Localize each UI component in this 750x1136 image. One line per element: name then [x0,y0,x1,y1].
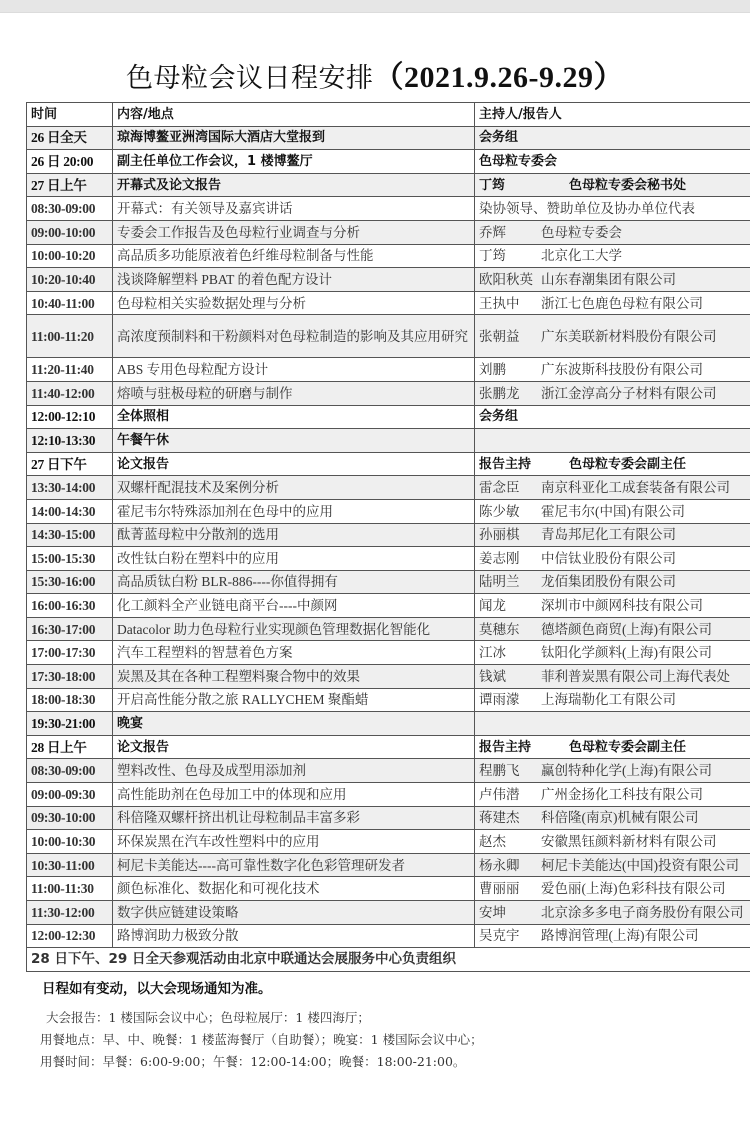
row-speaker [475,220,750,244]
speaker-org: 南京科亚化工成套装备有限公司 [541,480,730,496]
row-content: 高品质钛白粉 BLR-886----你值得拥有 [113,570,475,594]
row-content: 开幕式：有关领导及嘉宾讲话 [113,197,475,221]
row-time: 16:00-16:30 [27,594,113,618]
row-speaker [475,126,750,150]
row-content: 酞菁蓝母粒中分散剂的选用 [113,523,475,547]
row-speaker [475,853,750,877]
row-content: 色母粒相关实验数据处理与分析 [113,291,475,315]
notes-section [40,977,740,1073]
row-time: 08:30-09:00 [27,197,113,221]
speaker-name: 报告主持 [479,456,532,472]
header-time: 时间 [27,103,113,127]
speaker-org: 深圳市中颜网科技有限公司 [541,598,703,614]
row-content: 颜色标准化、数据化和可视化技术 [113,877,475,901]
schedule-change-note: 日程如有变动，以大会现场通知为准。 [42,981,272,997]
table-row [27,547,750,571]
speaker-name: 安坤 [479,904,506,920]
row-time: 11:40-12:00 [27,381,113,405]
schedule-table [26,102,750,972]
speaker-org: 中信钛业股份有限公司 [541,550,676,566]
title-dates: （2021.9.26-9.29） [373,61,624,94]
row-time: 11:00-11:30 [27,877,113,901]
row-content: 琼海博鳌亚洲湾国际大酒店大堂报到 [113,126,475,150]
row-speaker [475,291,750,315]
speaker-name: 江冰 [479,645,506,661]
table-row [27,570,750,594]
dining-time-note: 用餐时间：早餐：6:00-9:00；午餐：12:00-14:00；晚餐：18:00-21:00。 [40,1054,466,1069]
table-row [27,735,750,759]
row-speaker [475,877,750,901]
speaker-name: 莫穗东 [479,621,520,637]
speaker-org: 山东春潮集团有限公司 [541,271,676,287]
speaker-name: 卢伟潜 [479,786,520,802]
speaker-org: 北京化工大学 [541,248,622,264]
speaker-name: 刘鹏 [479,362,506,378]
row-speaker [475,617,750,641]
table-row [27,126,750,150]
speaker-org: 广东美联新材料股份有限公司 [541,328,717,344]
table-row [27,806,750,830]
venue-note: 大会报告：1 楼国际会议中心；色母粒展厅：1 楼四海厅； [46,1010,370,1025]
speaker-name: 丁筠 [479,177,506,193]
speaker-name: 陆明兰 [479,574,520,590]
table-row [27,901,750,925]
speaker-org: 浙江金淳高分子材料有限公司 [541,385,717,401]
table-row [27,523,750,547]
row-content: 高浓度预制料和干粉颜料对色母粒制造的影响及其应用研究 [113,315,475,358]
row-speaker [475,830,750,854]
table-row [27,594,750,618]
speaker-org: 科倍隆(南京)机械有限公司 [541,810,699,826]
row-time: 12:10-13:30 [27,429,113,453]
row-speaker [475,570,750,594]
speaker-name: 赵杰 [479,834,506,850]
table-row [27,617,750,641]
speaker-org: 浙江七色鹿色母粒有限公司 [541,295,703,311]
speaker-org: 菲利普炭黑有限公司上海代表处 [541,668,730,684]
table-row [27,150,750,174]
table-row [27,220,750,244]
row-time: 10:30-11:00 [27,853,113,877]
row-content: 双螺杆配混技术及案例分析 [113,476,475,500]
row-content: 副主任单位工作会议，1 楼博鳌厅 [113,150,475,174]
table-row [27,173,750,197]
speaker-name: 陈少敏 [479,503,520,519]
row-content: 科倍隆双螺杆挤出机让母粒制品丰富多彩 [113,806,475,830]
speaker-name: 乔辉 [479,224,506,240]
row-speaker [475,759,750,783]
visit-activity-note: 28 日下午、29 日全天参观活动由北京中联通达会展服务中心负责组织 [27,948,750,972]
table-row [27,476,750,500]
row-content: 柯尼卡美能达----高可靠性数字化色彩管理研发者 [113,853,475,877]
speaker-name: 雷念臣 [479,480,520,496]
row-speaker [475,547,750,571]
row-speaker [475,358,750,382]
speaker-org: 钛阳化学颜料(上海)有限公司 [541,645,712,661]
row-content: 塑料改性、色母及成型用添加剂 [113,759,475,783]
row-speaker [475,783,750,807]
row-content: 开幕式及论文报告 [113,173,475,197]
table-row [27,759,750,783]
row-time: 10:40-11:00 [27,291,113,315]
table-row [27,641,750,665]
table-row [27,381,750,405]
row-time: 09:00-10:00 [27,220,113,244]
row-time: 10:20-10:40 [27,268,113,292]
row-time: 11:20-11:40 [27,358,113,382]
row-content: 数字供应链建设策略 [113,901,475,925]
row-speaker [475,901,750,925]
table-row [27,853,750,877]
row-time: 12:00-12:30 [27,924,113,948]
row-speaker [475,150,750,174]
row-content: 炭黑及其在各种工程塑料聚合物中的效果 [113,665,475,689]
row-speaker [475,665,750,689]
row-time: 13:30-14:00 [27,476,113,500]
table-row [27,244,750,268]
speaker-org: 赢创特种化学(上海)有限公司 [541,763,712,779]
row-speaker [475,405,750,429]
table-row [27,499,750,523]
table-row [27,688,750,712]
row-time: 11:00-11:20 [27,315,113,358]
speaker-name: 姜志刚 [479,550,520,566]
speaker-org: 色母粒专委会副主任 [569,739,687,755]
row-speaker [475,712,750,736]
table-row [27,429,750,453]
row-content: 霍尼韦尔特殊添加剂在色母中的应用 [113,499,475,523]
row-time: 27 日下午 [27,452,113,476]
row-content: 汽车工程塑料的智慧着色方案 [113,641,475,665]
row-time: 19:30-21:00 [27,712,113,736]
speaker-name: 谭雨濛 [479,692,520,708]
table-row [27,358,750,382]
row-content: 浅谈降解塑料 PBAT 的着色配方设计 [113,268,475,292]
table-row [27,452,750,476]
row-speaker [475,641,750,665]
row-speaker [475,688,750,712]
row-time: 27 日上午 [27,173,113,197]
speaker-org: 路博润管理(上海)有限公司 [541,928,699,944]
speaker-name: 孙丽棋 [479,527,520,543]
row-time: 11:30-12:00 [27,901,113,925]
table-row [27,830,750,854]
row-time: 12:00-12:10 [27,405,113,429]
speaker-name: 会务组 [479,130,519,146]
row-time: 17:30-18:00 [27,665,113,689]
row-content: 高性能助剂在色母加工中的体现和应用 [113,783,475,807]
row-time: 17:00-17:30 [27,641,113,665]
speaker-name: 闻龙 [479,598,506,614]
table-row [27,405,750,429]
row-content: 论文报告 [113,452,475,476]
row-time: 28 日上午 [27,735,113,759]
row-content: 晚宴 [113,712,475,736]
table-row [27,197,750,221]
row-time: 14:30-15:00 [27,523,113,547]
row-time: 26 日 20:00 [27,150,113,174]
row-content: 专委会工作报告及色母粒行业调查与分析 [113,220,475,244]
row-content: 熔喷与驻极母粒的研磨与制作 [113,381,475,405]
speaker-org: 色母粒专委会 [541,224,622,240]
row-speaker [475,244,750,268]
speaker-name: 吴克宇 [479,928,520,944]
speaker-name: 染协领导、赞助单位及协办单位代表 [479,201,695,217]
speaker-org: 色母粒专委会副主任 [569,456,687,472]
speaker-name: 会务组 [479,409,519,425]
speaker-org: 柯尼卡美能达(中国)投资有限公司 [541,857,739,873]
row-speaker [475,315,750,358]
row-time: 15:00-15:30 [27,547,113,571]
table-row [27,268,750,292]
schedule-body [27,103,750,972]
row-speaker [475,173,750,197]
row-speaker [475,452,750,476]
row-speaker [475,381,750,405]
header-content: 内容/地点 [113,103,475,127]
speaker-name: 曹丽丽 [479,881,520,897]
table-header-row [27,103,750,127]
row-content: 开启高性能分散之旅 RALLYCHEM 聚酯蜡 [113,688,475,712]
speaker-name: 张鹏龙 [479,385,520,401]
row-time: 26 日全天 [27,126,113,150]
title-text: 色母粒会议日程安排 [126,63,374,94]
row-time: 09:30-10:00 [27,806,113,830]
speaker-org: 霍尼韦尔(中国)有限公司 [541,503,685,519]
row-time: 18:00-18:30 [27,688,113,712]
speaker-org: 广东波斯科技股份有限公司 [541,362,703,378]
speaker-name: 张朝益 [479,328,520,344]
row-time: 10:00-10:20 [27,244,113,268]
row-content: 路博润助力极致分散 [113,924,475,948]
row-content: 环保炭黑在汽车改性塑料中的应用 [113,830,475,854]
row-time: 09:00-09:30 [27,783,113,807]
row-speaker [475,735,750,759]
row-speaker [475,499,750,523]
row-time: 16:30-17:00 [27,617,113,641]
speaker-org: 色母粒专委会秘书处 [569,177,687,193]
row-content: Datacolor 助力色母粒行业实现颜色管理数据化智能化 [113,617,475,641]
row-content: 化工颜料全产业链电商平台----中颜网 [113,594,475,618]
speaker-org: 安徽黑钰颜料新材料有限公司 [541,834,717,850]
speaker-org: 上海瑞勒化工有限公司 [541,692,676,708]
table-row [27,924,750,948]
table-row [27,877,750,901]
speaker-org: 北京涂多多电子商务股份有限公司 [541,904,744,920]
row-content: 高品质多功能原液着色纤维母粒制备与性能 [113,244,475,268]
row-content: 全体照相 [113,405,475,429]
speaker-org: 龙佰集团股份有限公司 [541,574,676,590]
top-bar [0,0,750,13]
speaker-name: 王执中 [479,295,520,311]
row-speaker [475,476,750,500]
speaker-name: 丁筠 [479,248,506,264]
table-row [27,315,750,358]
speaker-name: 报告主持 [479,739,532,755]
table-row [27,783,750,807]
row-time: 14:00-14:30 [27,499,113,523]
header-speaker: 主持人/报告人 [475,103,750,127]
row-time: 08:30-09:00 [27,759,113,783]
row-speaker [475,197,750,221]
speaker-name: 杨永卿 [479,857,520,873]
row-content: 改性钛白粉在塑料中的应用 [113,547,475,571]
row-time: 10:00-10:30 [27,830,113,854]
speaker-org: 德塔颜色商贸(上海)有限公司 [541,621,712,637]
footer-row [27,948,750,972]
table-row [27,665,750,689]
dining-location-note: 用餐地点：早、中、晚餐：1 楼蓝海餐厅（自助餐）；晚宴：1 楼国际会议中心； [40,1032,483,1047]
speaker-name: 欧阳秋英 [479,271,533,287]
row-content: ABS 专用色母粒配方设计 [113,358,475,382]
row-speaker [475,268,750,292]
row-content: 论文报告 [113,735,475,759]
speaker-name: 钱斌 [479,668,506,684]
page-title [0,52,750,96]
speaker-name: 色母粒专委会 [479,153,558,169]
speaker-org: 青岛邦尼化工有限公司 [541,527,676,543]
row-speaker [475,523,750,547]
row-content: 午餐午休 [113,429,475,453]
speaker-name: 蒋建杰 [479,810,520,826]
row-speaker [475,594,750,618]
row-speaker [475,429,750,453]
row-speaker [475,924,750,948]
row-speaker [475,806,750,830]
speaker-org: 广州金扬化工科技有限公司 [541,786,703,802]
row-time: 15:30-16:00 [27,570,113,594]
table-row [27,291,750,315]
table-row [27,712,750,736]
speaker-org: 爱色丽(上海)色彩科技有限公司 [541,881,726,897]
speaker-name: 程鹏飞 [479,763,520,779]
